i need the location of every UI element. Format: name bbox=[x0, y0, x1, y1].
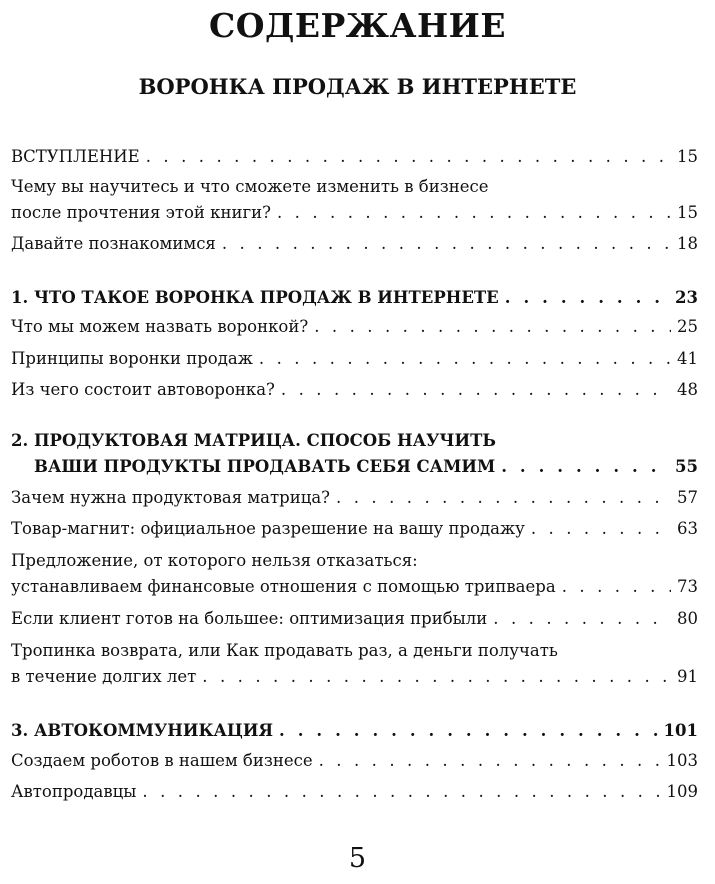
toc-page: 80 bbox=[677, 609, 698, 628]
toc-entry bbox=[11, 662, 698, 688]
toc-label: ВСТУПЛЕНИЕ bbox=[11, 147, 140, 166]
toc-chapter-2-line: 2. ПРОДУКТОВАЯ МАТРИЦА. СПОСОБ НАУЧИТЬ bbox=[11, 431, 496, 450]
toc-entry bbox=[11, 746, 698, 772]
dot-leader bbox=[493, 608, 671, 630]
dot-leader bbox=[277, 202, 671, 224]
toc-label: Если клиент готов на большее: оптимизация прибыли bbox=[11, 609, 488, 628]
page-title: СОДЕРЖАНИЕ bbox=[208, 6, 506, 45]
dot-leader bbox=[146, 146, 671, 168]
toc-label: устанавливаем финансовые отношения с помощью трипваера bbox=[11, 577, 556, 596]
toc-label: Из чего состоит автоворонка? bbox=[11, 380, 275, 399]
dot-leader bbox=[319, 750, 661, 772]
dot-leader bbox=[202, 666, 671, 688]
toc-page: 41 bbox=[677, 349, 698, 368]
toc-page: 109 bbox=[666, 782, 698, 801]
toc-entry bbox=[11, 312, 698, 338]
toc-page: 15 bbox=[677, 147, 698, 166]
dot-leader bbox=[505, 287, 669, 309]
toc-chapter-label: 3. АВТОКОММУНИКАЦИЯ bbox=[11, 721, 274, 740]
dot-leader bbox=[222, 233, 671, 255]
toc-label: после прочтения этой книги? bbox=[11, 203, 271, 222]
toc-entry-intro bbox=[11, 142, 698, 168]
dot-leader bbox=[531, 518, 671, 540]
toc-page: 18 bbox=[677, 234, 698, 253]
toc-label: Давайте познакомимся bbox=[11, 234, 216, 253]
toc-entry bbox=[11, 572, 698, 598]
toc-page: 63 bbox=[677, 519, 698, 538]
toc-label: Зачем нужна продуктовая матрица? bbox=[11, 488, 331, 507]
toc-chapter-3 bbox=[11, 716, 698, 742]
toc-page: 101 bbox=[663, 721, 698, 740]
dot-leader bbox=[314, 316, 671, 338]
toc-entry bbox=[11, 604, 698, 630]
dot-leader bbox=[279, 720, 658, 742]
toc-entry bbox=[11, 344, 698, 370]
toc-page: 15 bbox=[677, 203, 698, 222]
toc-entry bbox=[11, 198, 698, 224]
dot-leader bbox=[259, 348, 671, 370]
dot-leader bbox=[501, 456, 669, 478]
toc-entry bbox=[11, 229, 698, 255]
dot-leader bbox=[336, 487, 671, 509]
toc-page: 23 bbox=[675, 288, 698, 307]
toc-label: Принципы воронки продаж bbox=[11, 349, 253, 368]
dot-leader bbox=[142, 781, 660, 803]
toc-entry bbox=[11, 375, 698, 401]
toc-entry bbox=[11, 483, 698, 509]
toc-page: 55 bbox=[675, 457, 698, 476]
dot-leader bbox=[281, 379, 671, 401]
toc-chapter-2 bbox=[11, 452, 698, 478]
dot-leader bbox=[562, 576, 671, 598]
toc-label: Товар-магнит: официальное разрешение на вашу продажу bbox=[11, 519, 525, 538]
toc-entry bbox=[11, 777, 698, 803]
toc-chapter-label: ВАШИ ПРОДУКТЫ ПРОДАВАТЬ СЕБЯ САМИМ bbox=[34, 457, 496, 476]
toc-page: 25 bbox=[677, 317, 698, 336]
toc-chapter-label: 1. ЧТО ТАКОЕ ВОРОНКА ПРОДАЖ В ИНТЕРНЕТЕ bbox=[11, 288, 499, 307]
toc-page: 73 bbox=[677, 577, 698, 596]
toc-entry-line: Тропинка возврата, или Как продавать раз, а деньги получать bbox=[11, 641, 558, 660]
toc-entry-line: Предложение, от которого нельзя отказаться: bbox=[11, 551, 418, 570]
toc-page: 103 bbox=[666, 751, 698, 770]
toc-label: Создаем роботов в нашем бизнесе bbox=[11, 751, 313, 770]
toc-label: Автопродавцы bbox=[11, 782, 137, 801]
toc-entry-line: Чему вы научитесь и что сможете изменить в бизнесе bbox=[11, 177, 489, 196]
toc-page: 91 bbox=[677, 667, 698, 686]
toc-label: в течение долгих лет bbox=[11, 667, 197, 686]
page-number: 5 bbox=[348, 843, 367, 874]
toc-page: 57 bbox=[677, 488, 698, 507]
part-title: ВОРОНКА ПРОДАЖ В ИНТЕРНЕТЕ bbox=[138, 74, 577, 99]
toc-chapter-1 bbox=[11, 283, 698, 309]
toc-label: Что мы можем назвать воронкой? bbox=[11, 317, 309, 336]
toc-entry bbox=[11, 514, 698, 540]
toc-page: 48 bbox=[677, 380, 698, 399]
